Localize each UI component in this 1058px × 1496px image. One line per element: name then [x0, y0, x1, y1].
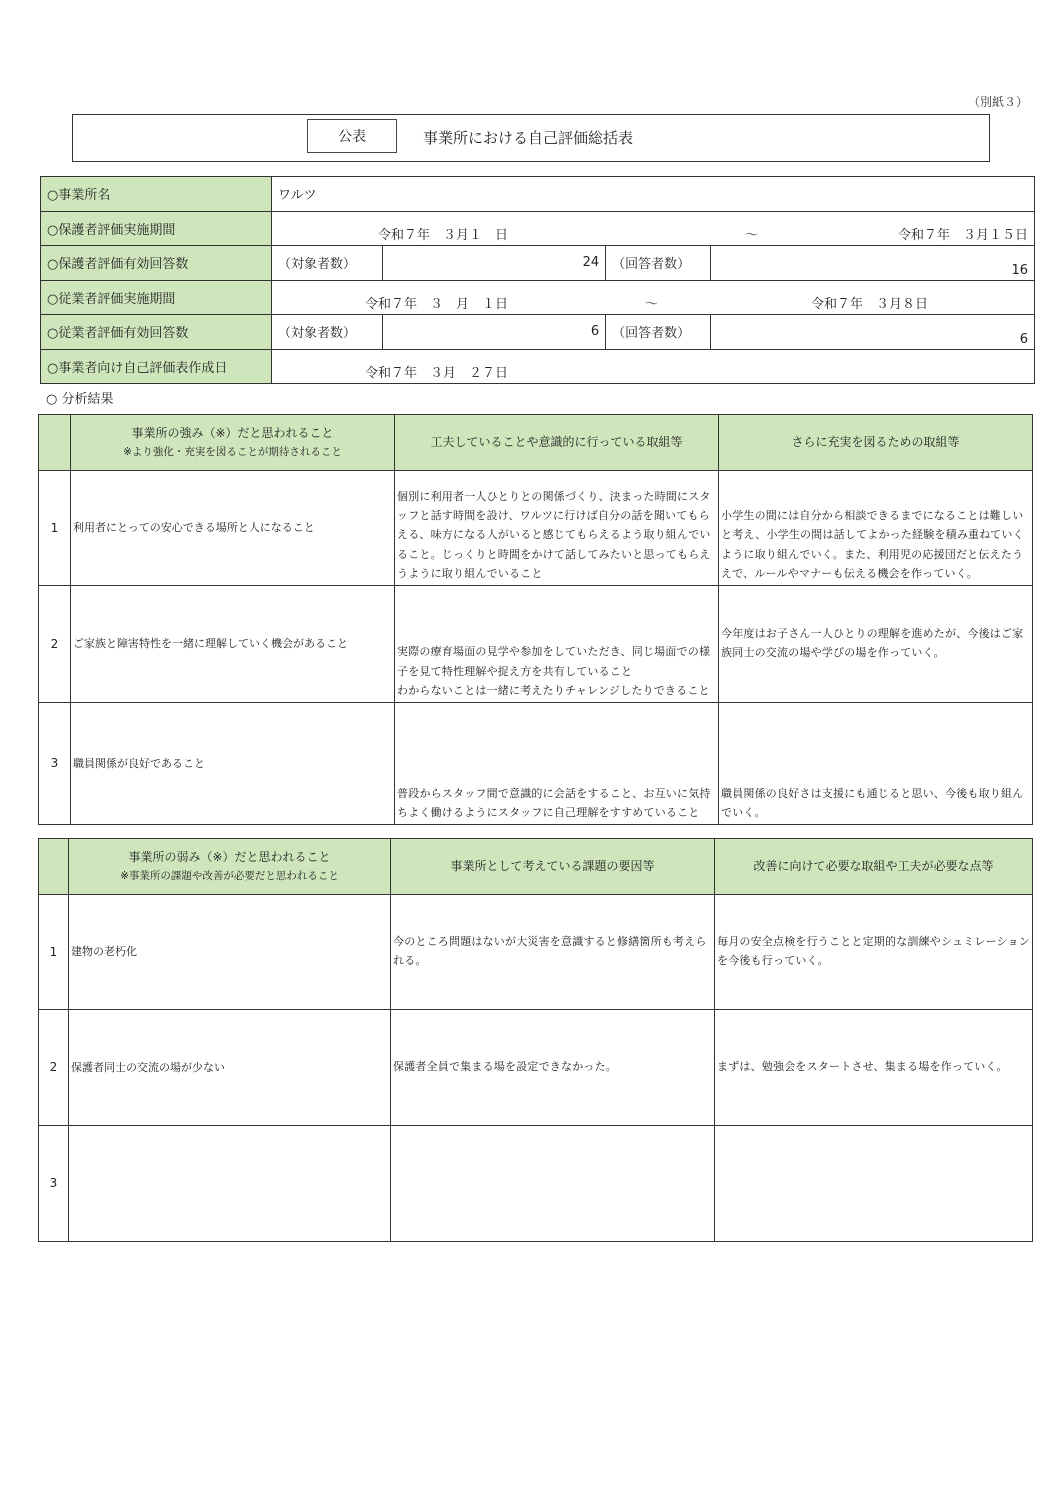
- table-row: [39, 1010, 1033, 1126]
- weakness-item: [69, 1126, 391, 1242]
- table-row: [39, 586, 1033, 703]
- table-row: [39, 895, 1033, 1010]
- weakness-causes: 保護者全員で集まる場を設定できなかった。: [391, 1010, 715, 1126]
- strengths-header-index: [39, 415, 71, 471]
- row-index: 2: [39, 586, 71, 703]
- row-index: 3: [39, 703, 71, 825]
- info-row-guardian-period: [41, 211, 1035, 246]
- strength-efforts: 普段からスタッフ間で意識的に会話をすること、お互いに気持ちよく働けるようにスタッフに自己理解をすすめていること: [395, 703, 719, 825]
- weaknesses-header-main: 事業所の弱み（※）だと思われること: [128, 850, 331, 865]
- row-index: 1: [39, 895, 69, 1010]
- created-date-text: 令和７年 ３月 ２７日: [364, 366, 508, 381]
- strength-item: ご家族と障害特性を一緒に理解していく機会があること: [71, 586, 395, 703]
- weaknesses-header-causes: 事業所として考えている課題の要因等: [391, 839, 715, 895]
- office-name-label: ○事業所名: [41, 177, 272, 212]
- staff-period-label: ○従業者評価実施期間: [41, 280, 272, 315]
- strength-further: 小学生の間には自分から相談できるまでになることは難しいと考え、小学生の間は話してよかった経験を積み重ねていくように取り組んでいく。また、利用児の応援団だと伝えたうえで、ルールやマナーも伝える機会を作っていく。: [719, 471, 1033, 586]
- table-row: [39, 471, 1033, 586]
- staff-respondent-label: （回答者数）: [606, 315, 711, 350]
- strengths-header-sub: ※より強化・充実を図ることが期待されること: [123, 445, 342, 458]
- staff-target-value: 6: [383, 315, 606, 350]
- strength-item: 利用者にとっての安心できる場所と人になること: [71, 471, 395, 586]
- weaknesses-header-sub: ※事業所の課題や改善が必要だと思われること: [120, 869, 339, 882]
- staff-respondent-value: 6: [711, 315, 1035, 350]
- attachment-label: （別紙３）: [967, 95, 1028, 109]
- weakness-improvements: 毎月の安全点検を行うことと定期的な訓練やシュミレーションを今後も行っていく。: [715, 895, 1033, 1010]
- row-index: 3: [39, 1126, 69, 1242]
- staff-period-value: [272, 280, 1035, 315]
- staff-period-start: 令和７年 ３ 月 １日: [364, 297, 508, 312]
- weaknesses-header-improvements: 改善に向けて必要な取組や工夫が必要な点等: [715, 839, 1033, 895]
- strength-item: 職員関係が良好であること: [71, 703, 395, 825]
- strengths-header-further: さらに充実を図るための取組等: [719, 415, 1033, 471]
- weaknesses-header-row: [39, 839, 1033, 895]
- analysis-section-label: ○ 分析結果: [46, 392, 114, 407]
- staff-responses-label: ○従業者評価有効回答数: [41, 315, 272, 350]
- staff-period-end: 令和７年 ３月８日: [810, 297, 928, 312]
- strength-efforts: 実際の療育場面の見学や参加をしていただき、同じ場面での様子を見て特性理解や捉え方を共有していること わからないことは一緒に考えたりチャレンジしたりできること: [395, 586, 719, 703]
- row-index: 2: [39, 1010, 69, 1126]
- strengths-header-item: [71, 415, 395, 471]
- weaknesses-header-index: [39, 839, 69, 895]
- created-date-label: ○事業者向け自己評価表作成日: [41, 349, 272, 384]
- strength-further: 職員関係の良好さは支援にも通じると思い、今後も取り組んでいく。: [719, 703, 1033, 825]
- office-name-value: ワルツ: [272, 177, 1035, 212]
- weakness-item: 建物の老朽化: [69, 895, 391, 1010]
- guardian-target-label: （対象者数）: [272, 246, 383, 281]
- strength-efforts: 個別に利用者一人ひとりとの関係づくり、決まった時間にスタッフと話す時間を設け、ワルツに行けば自分の話を聞いてもらえる、味方になる人がいると感じてもらえるよう取り組んでいること。じっくりと時間をかけて話してみたいと思ってもらえうように取り組んでいること: [395, 471, 719, 586]
- guardian-period-start: 令和７年 ３月１ 日: [377, 228, 508, 243]
- created-date-value: [272, 349, 1035, 384]
- weakness-improvements: まずは、勉強会をスタートさせ、集まる場を作っていく。: [715, 1010, 1033, 1126]
- guardian-responses-label: ○保護者評価有効回答数: [41, 246, 272, 281]
- guardian-respondent-label: （回答者数）: [606, 246, 711, 281]
- guardian-period-label: ○保護者評価実施期間: [41, 211, 272, 246]
- weaknesses-table: [38, 838, 1033, 1242]
- guardian-period-end: 令和７年 ３月１５日: [897, 228, 1028, 243]
- weakness-causes: 今のところ問題はないが大災害を意識すると修繕箇所も考えられる。: [391, 895, 715, 1010]
- weaknesses-header-item: [69, 839, 391, 895]
- title-box: [72, 114, 990, 162]
- strengths-header-main: 事業所の強み（※）だと思われること: [131, 426, 334, 441]
- strengths-table: [38, 414, 1033, 825]
- strengths-header-row: [39, 415, 1033, 471]
- strengths-header-efforts: 工夫していることや意識的に行っている取組等: [395, 415, 719, 471]
- strength-further: 今年度はお子さん一人ひとりの理解を進めたが、今後はご家族同士の交流の場や学びの場を作っていく。: [719, 586, 1033, 703]
- table-row: [39, 703, 1033, 825]
- guardian-respondent-value: 16: [711, 246, 1035, 281]
- row-index: 1: [39, 471, 71, 586]
- weakness-improvements: [715, 1126, 1033, 1242]
- info-row-guardian-responses: [41, 246, 1035, 281]
- info-row-staff-period: [41, 280, 1035, 315]
- info-row-created-date: [41, 349, 1035, 384]
- info-table: [40, 176, 1035, 384]
- page-title: 事業所における自己評価総括表: [423, 129, 634, 147]
- weakness-item: 保護者同士の交流の場が少ない: [69, 1010, 391, 1126]
- table-row: [39, 1126, 1033, 1242]
- staff-target-label: （対象者数）: [272, 315, 383, 350]
- guardian-target-value: 24: [383, 246, 606, 281]
- info-row-office-name: [41, 177, 1035, 212]
- guardian-period-value: [272, 211, 1035, 246]
- info-row-staff-responses: [41, 315, 1035, 350]
- public-badge: 公表: [307, 119, 397, 153]
- weakness-causes: [391, 1126, 715, 1242]
- guardian-period-separator: ～: [744, 228, 758, 243]
- staff-period-separator: ～: [644, 297, 658, 312]
